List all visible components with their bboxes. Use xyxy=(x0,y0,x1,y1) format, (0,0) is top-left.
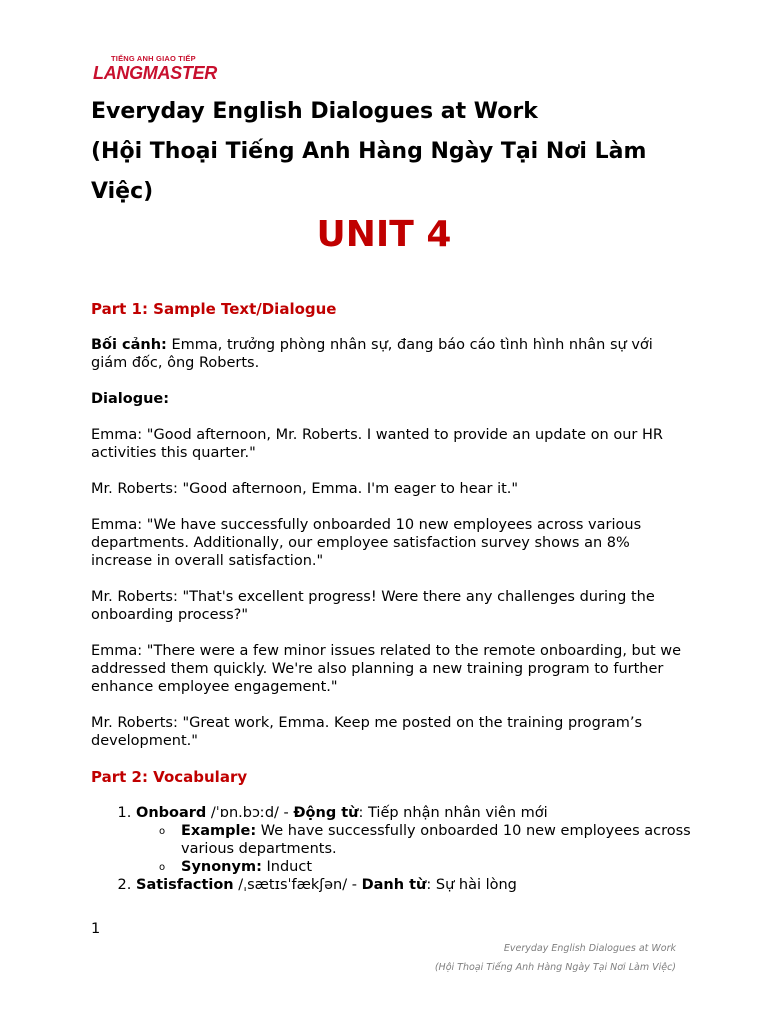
dialogue-line: Emma: "We have successfully onboarded 10 new employees across various departments. Additionally, our employee satisfaction survey shows an 8% increase in overall satisfaction." xyxy=(91,517,642,569)
dialogue-label: Dialogue: xyxy=(91,391,170,407)
logo-wordmark: LANGMASTER xyxy=(93,63,217,83)
dialogue-line: Emma: "There were a few minor issues related to the remote onboarding, but we addressed them quickly. We're also planning a new training program to further enhance employee engagement." xyxy=(91,643,682,695)
vocabulary-list xyxy=(91,804,691,894)
vocab-item xyxy=(136,876,691,894)
page-footer xyxy=(435,939,676,977)
synonym-text: Induct xyxy=(261,859,313,875)
vocab-details xyxy=(136,822,691,876)
dialogue-line: Mr. Roberts: "That's excellent progress! Were there any challenges during the onboarding process?" xyxy=(91,589,655,623)
vocab-word: Onboard xyxy=(136,805,207,821)
context-label: Bối cảnh: xyxy=(91,337,167,353)
example-label: Example: xyxy=(181,823,257,839)
vocab-synonym xyxy=(181,858,691,876)
langmaster-logo xyxy=(93,52,223,86)
vocab-ipa: /ˌsætɪsˈfækʃən/ - xyxy=(233,877,362,893)
logo-tagline: TIẾNG ANH GIAO TIẾP xyxy=(111,54,196,63)
vocab-item xyxy=(136,804,691,876)
dialogue-line: Emma: "Good afternoon, Mr. Roberts. I wanted to provide an update on our HR activities this quarter." xyxy=(91,427,663,461)
dialogue-line: Mr. Roberts: "Great work, Emma. Keep me posted on the training program’s development." xyxy=(91,715,643,749)
example-text: We have successfully onboarded 10 new employees across various departments. xyxy=(181,823,691,857)
vocab-ipa: /ˈɒn.bɔːd/ - xyxy=(206,805,294,821)
part2-heading: Part 2: Vocabulary xyxy=(91,768,248,786)
context-paragraph xyxy=(91,336,691,372)
vocab-pos: Danh từ xyxy=(361,877,427,893)
title-line-3: Việc) xyxy=(91,179,154,204)
part1-heading: Part 1: Sample Text/Dialogue xyxy=(91,300,337,318)
vocab-meaning: : Tiếp nhận nhân viên mới xyxy=(358,805,548,821)
document-title xyxy=(91,92,691,212)
footer-line-2: (Hội Thoại Tiếng Anh Hàng Ngày Tại Nơi Làm Việc) xyxy=(434,962,676,973)
synonym-label: Synonym: xyxy=(181,859,262,875)
footer-line-1: Everyday English Dialogues at Work xyxy=(503,943,676,954)
unit-heading: UNIT 4 xyxy=(316,214,452,255)
vocab-meaning: : Sự hài lòng xyxy=(426,877,517,893)
vocab-word: Satisfaction xyxy=(136,877,234,893)
dialogue-line: Mr. Roberts: "Good afternoon, Emma. I'm eager to hear it." xyxy=(91,481,519,497)
vocab-pos: Động từ xyxy=(293,805,359,821)
vocab-example xyxy=(181,822,691,858)
page-number: 1 xyxy=(91,921,101,937)
title-line-1: Everyday English Dialogues at Work xyxy=(91,99,538,124)
document-body xyxy=(91,300,691,894)
title-line-2: (Hội Thoại Tiếng Anh Hàng Ngày Tại Nơi Làm xyxy=(91,139,647,164)
context-text: Emma, trưởng phòng nhân sự, đang báo cáo tình hình nhân sự với giám đốc, ông Roberts. xyxy=(91,337,653,371)
